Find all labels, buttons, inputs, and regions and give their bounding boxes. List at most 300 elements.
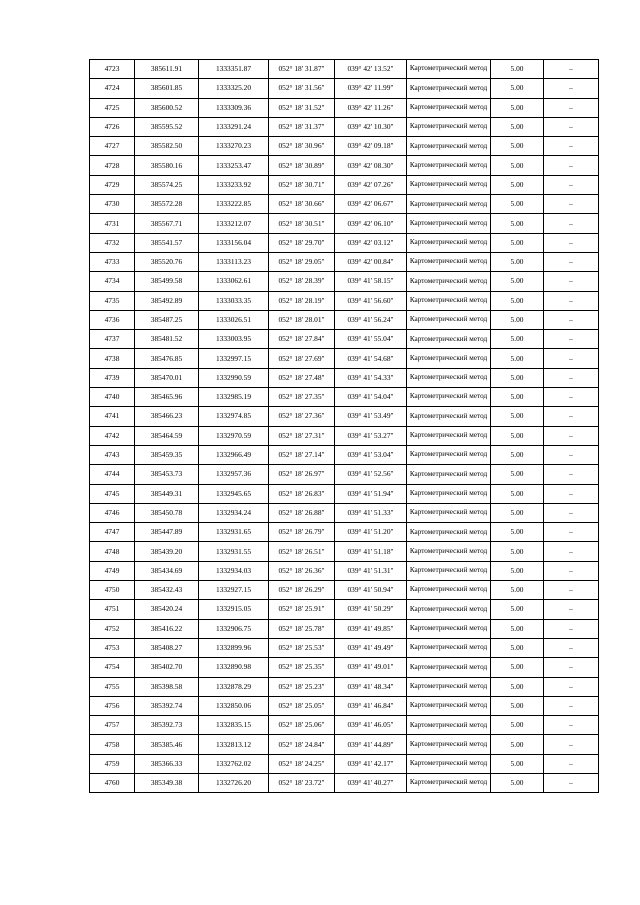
point-number-cell: 4736 — [90, 310, 135, 329]
longitude-cell: 039° 42' 08.30" — [335, 156, 407, 175]
accuracy-cell: 5.00 — [491, 98, 544, 117]
table-row — [90, 175, 599, 194]
note-cell: – — [544, 175, 599, 194]
table-row — [90, 696, 599, 715]
note-cell: – — [544, 60, 599, 79]
latitude-cell: 052° 18' 31.37" — [269, 117, 335, 136]
longitude-cell: 039° 42' 03.12" — [335, 233, 407, 252]
latitude-cell: 052° 18' 26.79" — [269, 523, 335, 542]
longitude-cell: 039° 41' 52.56" — [335, 465, 407, 484]
latitude-cell: 052° 18' 26.97" — [269, 465, 335, 484]
x-coordinate-cell: 385470.01 — [135, 368, 199, 387]
accuracy-cell: 5.00 — [491, 465, 544, 484]
table-row — [90, 600, 599, 619]
point-number-cell: 4739 — [90, 368, 135, 387]
method-cell: Картометрический метод — [407, 252, 491, 271]
y-coordinate-cell: 1332931.65 — [199, 523, 269, 542]
accuracy-cell: 5.00 — [491, 407, 544, 426]
latitude-cell: 052° 18' 27.31" — [269, 426, 335, 445]
y-coordinate-cell: 1332970.59 — [199, 426, 269, 445]
x-coordinate-cell: 385492.89 — [135, 291, 199, 310]
point-number-cell: 4743 — [90, 445, 135, 464]
note-cell: – — [544, 754, 599, 773]
accuracy-cell: 5.00 — [491, 233, 544, 252]
note-cell: – — [544, 445, 599, 464]
method-cell: Картометрический метод — [407, 407, 491, 426]
accuracy-cell: 5.00 — [491, 60, 544, 79]
table-row — [90, 773, 599, 792]
table-row — [90, 716, 599, 735]
x-coordinate-cell: 385499.58 — [135, 272, 199, 291]
y-coordinate-cell: 1333212.07 — [199, 214, 269, 233]
method-cell: Картометрический метод — [407, 773, 491, 792]
table-row — [90, 503, 599, 522]
table-row — [90, 310, 599, 329]
table-row — [90, 735, 599, 754]
longitude-cell: 039° 41' 51.94" — [335, 484, 407, 503]
longitude-cell: 039° 41' 54.33" — [335, 368, 407, 387]
note-cell: – — [544, 542, 599, 561]
latitude-cell: 052° 18' 28.39" — [269, 272, 335, 291]
latitude-cell: 052° 18' 27.14" — [269, 445, 335, 464]
accuracy-cell: 5.00 — [491, 677, 544, 696]
point-number-cell: 4740 — [90, 388, 135, 407]
point-number-cell: 4741 — [90, 407, 135, 426]
point-number-cell: 4750 — [90, 581, 135, 600]
table-row — [90, 426, 599, 445]
x-coordinate-cell: 385487.25 — [135, 310, 199, 329]
x-coordinate-cell: 385392.73 — [135, 716, 199, 735]
table-row — [90, 523, 599, 542]
y-coordinate-cell: 1332945.65 — [199, 484, 269, 503]
note-cell: – — [544, 484, 599, 503]
latitude-cell: 052° 18' 24.25" — [269, 754, 335, 773]
y-coordinate-cell: 1332813.12 — [199, 735, 269, 754]
note-cell: – — [544, 252, 599, 271]
y-coordinate-cell: 1332990.59 — [199, 368, 269, 387]
y-coordinate-cell: 1332906.75 — [199, 619, 269, 638]
longitude-cell: 039° 42' 00.84" — [335, 252, 407, 271]
note-cell: – — [544, 407, 599, 426]
point-number-cell: 4745 — [90, 484, 135, 503]
latitude-cell: 052° 18' 25.06" — [269, 716, 335, 735]
latitude-cell: 052° 18' 27.84" — [269, 330, 335, 349]
method-cell: Картометрический метод — [407, 523, 491, 542]
latitude-cell: 052° 18' 26.51" — [269, 542, 335, 561]
point-number-cell: 4728 — [90, 156, 135, 175]
longitude-cell: 039° 41' 42.17" — [335, 754, 407, 773]
longitude-cell: 039° 41' 40.27" — [335, 773, 407, 792]
y-coordinate-cell: 1333253.47 — [199, 156, 269, 175]
note-cell: – — [544, 117, 599, 136]
accuracy-cell: 5.00 — [491, 349, 544, 368]
x-coordinate-cell: 385420.24 — [135, 600, 199, 619]
point-number-cell: 4727 — [90, 137, 135, 156]
y-coordinate-cell: 1332966.49 — [199, 445, 269, 464]
x-coordinate-cell: 385520.76 — [135, 252, 199, 271]
latitude-cell: 052° 18' 28.19" — [269, 291, 335, 310]
longitude-cell: 039° 41' 46.05" — [335, 716, 407, 735]
point-number-cell: 4732 — [90, 233, 135, 252]
y-coordinate-cell: 1332974.85 — [199, 407, 269, 426]
longitude-cell: 039° 41' 53.04" — [335, 445, 407, 464]
table-row — [90, 677, 599, 696]
latitude-cell: 052° 18' 31.52" — [269, 98, 335, 117]
point-number-cell: 4742 — [90, 426, 135, 445]
method-cell: Картометрический метод — [407, 175, 491, 194]
point-number-cell: 4724 — [90, 79, 135, 98]
table-row — [90, 561, 599, 580]
note-cell: – — [544, 773, 599, 792]
accuracy-cell: 5.00 — [491, 156, 544, 175]
method-cell: Картометрический метод — [407, 445, 491, 464]
latitude-cell: 052° 18' 27.48" — [269, 368, 335, 387]
accuracy-cell: 5.00 — [491, 600, 544, 619]
y-coordinate-cell: 1333113.23 — [199, 252, 269, 271]
y-coordinate-cell: 1333309.36 — [199, 98, 269, 117]
point-number-cell: 4731 — [90, 214, 135, 233]
point-number-cell: 4759 — [90, 754, 135, 773]
x-coordinate-cell: 385416.22 — [135, 619, 199, 638]
latitude-cell: 052° 18' 23.72" — [269, 773, 335, 792]
y-coordinate-cell: 1333233.92 — [199, 175, 269, 194]
longitude-cell: 039° 41' 49.01" — [335, 658, 407, 677]
method-cell: Картометрический метод — [407, 581, 491, 600]
accuracy-cell: 5.00 — [491, 619, 544, 638]
y-coordinate-cell: 1332878.29 — [199, 677, 269, 696]
longitude-cell: 039° 41' 53.27" — [335, 426, 407, 445]
table-row — [90, 195, 599, 214]
note-cell: – — [544, 291, 599, 310]
latitude-cell: 052° 18' 25.23" — [269, 677, 335, 696]
latitude-cell: 052° 18' 29.70" — [269, 233, 335, 252]
x-coordinate-cell: 385611.91 — [135, 60, 199, 79]
accuracy-cell: 5.00 — [491, 484, 544, 503]
method-cell: Картометрический метод — [407, 619, 491, 638]
table-row — [90, 98, 599, 117]
longitude-cell: 039° 41' 58.15" — [335, 272, 407, 291]
latitude-cell: 052° 18' 25.35" — [269, 658, 335, 677]
method-cell: Картометрический метод — [407, 330, 491, 349]
point-number-cell: 4755 — [90, 677, 135, 696]
x-coordinate-cell: 385432.43 — [135, 581, 199, 600]
note-cell: – — [544, 388, 599, 407]
latitude-cell: 052° 18' 30.51" — [269, 214, 335, 233]
x-coordinate-cell: 385385.46 — [135, 735, 199, 754]
method-cell: Картометрический метод — [407, 677, 491, 696]
point-number-cell: 4760 — [90, 773, 135, 792]
table-row — [90, 330, 599, 349]
latitude-cell: 052° 18' 27.69" — [269, 349, 335, 368]
accuracy-cell: 5.00 — [491, 388, 544, 407]
accuracy-cell: 5.00 — [491, 716, 544, 735]
y-coordinate-cell: 1333062.61 — [199, 272, 269, 291]
method-cell: Картометрический метод — [407, 465, 491, 484]
latitude-cell: 052° 18' 27.35" — [269, 388, 335, 407]
x-coordinate-cell: 385450.78 — [135, 503, 199, 522]
accuracy-cell: 5.00 — [491, 272, 544, 291]
y-coordinate-cell: 1332934.24 — [199, 503, 269, 522]
method-cell: Картометрический метод — [407, 214, 491, 233]
point-number-cell: 4738 — [90, 349, 135, 368]
method-cell: Картометрический метод — [407, 561, 491, 580]
table-row — [90, 233, 599, 252]
longitude-cell: 039° 42' 06.10" — [335, 214, 407, 233]
note-cell: – — [544, 272, 599, 291]
note-cell: – — [544, 98, 599, 117]
longitude-cell: 039° 41' 56.60" — [335, 291, 407, 310]
table-row — [90, 407, 599, 426]
accuracy-cell: 5.00 — [491, 754, 544, 773]
x-coordinate-cell: 385402.70 — [135, 658, 199, 677]
latitude-cell: 052° 18' 27.36" — [269, 407, 335, 426]
longitude-cell: 039° 41' 54.04" — [335, 388, 407, 407]
y-coordinate-cell: 1332927.15 — [199, 581, 269, 600]
table-row — [90, 619, 599, 638]
note-cell: – — [544, 581, 599, 600]
point-number-cell: 4735 — [90, 291, 135, 310]
y-coordinate-cell: 1333003.95 — [199, 330, 269, 349]
method-cell: Картометрический метод — [407, 291, 491, 310]
accuracy-cell: 5.00 — [491, 523, 544, 542]
longitude-cell: 039° 41' 49.85" — [335, 619, 407, 638]
y-coordinate-cell: 1332850.06 — [199, 696, 269, 715]
note-cell: – — [544, 735, 599, 754]
point-number-cell: 4756 — [90, 696, 135, 715]
y-coordinate-cell: 1332915.05 — [199, 600, 269, 619]
x-coordinate-cell: 385459.35 — [135, 445, 199, 464]
method-cell: Картометрический метод — [407, 310, 491, 329]
method-cell: Картометрический метод — [407, 79, 491, 98]
x-coordinate-cell: 385574.25 — [135, 175, 199, 194]
y-coordinate-cell: 1332985.19 — [199, 388, 269, 407]
x-coordinate-cell: 385595.52 — [135, 117, 199, 136]
table-row — [90, 484, 599, 503]
point-number-cell: 4749 — [90, 561, 135, 580]
longitude-cell: 039° 41' 48.34" — [335, 677, 407, 696]
accuracy-cell: 5.00 — [491, 79, 544, 98]
accuracy-cell: 5.00 — [491, 330, 544, 349]
method-cell: Картометрический метод — [407, 600, 491, 619]
method-cell: Картометрический метод — [407, 156, 491, 175]
longitude-cell: 039° 42' 06.67" — [335, 195, 407, 214]
note-cell: – — [544, 137, 599, 156]
method-cell: Картометрический метод — [407, 658, 491, 677]
accuracy-cell: 5.00 — [491, 214, 544, 233]
latitude-cell: 052° 18' 30.89" — [269, 156, 335, 175]
longitude-cell: 039° 42' 09.18" — [335, 137, 407, 156]
x-coordinate-cell: 385449.31 — [135, 484, 199, 503]
x-coordinate-cell: 385580.16 — [135, 156, 199, 175]
latitude-cell: 052° 18' 25.05" — [269, 696, 335, 715]
longitude-cell: 039° 41' 51.31" — [335, 561, 407, 580]
method-cell: Картометрический метод — [407, 233, 491, 252]
latitude-cell: 052° 18' 26.83" — [269, 484, 335, 503]
table-row — [90, 581, 599, 600]
method-cell: Картометрический метод — [407, 638, 491, 657]
coordinates-table-body — [90, 60, 599, 793]
x-coordinate-cell: 385600.52 — [135, 98, 199, 117]
accuracy-cell: 5.00 — [491, 445, 544, 464]
latitude-cell: 052° 18' 26.29" — [269, 581, 335, 600]
longitude-cell: 039° 41' 51.33" — [335, 503, 407, 522]
longitude-cell: 039° 41' 49.49" — [335, 638, 407, 657]
method-cell: Картометрический метод — [407, 426, 491, 445]
longitude-cell: 039° 41' 51.18" — [335, 542, 407, 561]
accuracy-cell: 5.00 — [491, 310, 544, 329]
x-coordinate-cell: 385447.89 — [135, 523, 199, 542]
table-row — [90, 542, 599, 561]
note-cell: – — [544, 619, 599, 638]
longitude-cell: 039° 41' 50.29" — [335, 600, 407, 619]
y-coordinate-cell: 1332835.15 — [199, 716, 269, 735]
table-row — [90, 445, 599, 464]
method-cell: Картометрический метод — [407, 98, 491, 117]
latitude-cell: 052° 18' 25.53" — [269, 638, 335, 657]
y-coordinate-cell: 1333026.51 — [199, 310, 269, 329]
note-cell: – — [544, 503, 599, 522]
x-coordinate-cell: 385408.27 — [135, 638, 199, 657]
note-cell: – — [544, 310, 599, 329]
longitude-cell: 039° 41' 50.94" — [335, 581, 407, 600]
longitude-cell: 039° 42' 13.52" — [335, 60, 407, 79]
accuracy-cell: 5.00 — [491, 117, 544, 136]
y-coordinate-cell: 1332931.55 — [199, 542, 269, 561]
latitude-cell: 052° 18' 31.56" — [269, 79, 335, 98]
table-row — [90, 368, 599, 387]
point-number-cell: 4758 — [90, 735, 135, 754]
latitude-cell: 052° 18' 29.05" — [269, 252, 335, 271]
note-cell: – — [544, 426, 599, 445]
x-coordinate-cell: 385601.85 — [135, 79, 199, 98]
y-coordinate-cell: 1333351.87 — [199, 60, 269, 79]
longitude-cell: 039° 42' 11.26" — [335, 98, 407, 117]
x-coordinate-cell: 385466.23 — [135, 407, 199, 426]
point-number-cell: 4757 — [90, 716, 135, 735]
point-number-cell: 4744 — [90, 465, 135, 484]
longitude-cell: 039° 41' 51.20" — [335, 523, 407, 542]
method-cell: Картометрический метод — [407, 272, 491, 291]
table-row — [90, 388, 599, 407]
method-cell: Картометрический метод — [407, 735, 491, 754]
x-coordinate-cell: 385366.33 — [135, 754, 199, 773]
longitude-cell: 039° 41' 53.49" — [335, 407, 407, 426]
method-cell: Картометрический метод — [407, 503, 491, 522]
latitude-cell: 052° 18' 25.78" — [269, 619, 335, 638]
table-row — [90, 252, 599, 271]
point-number-cell: 4725 — [90, 98, 135, 117]
method-cell: Картометрический метод — [407, 195, 491, 214]
longitude-cell: 039° 42' 07.26" — [335, 175, 407, 194]
note-cell: – — [544, 214, 599, 233]
table-row — [90, 638, 599, 657]
longitude-cell: 039° 42' 10.30" — [335, 117, 407, 136]
accuracy-cell: 5.00 — [491, 658, 544, 677]
table-row — [90, 291, 599, 310]
longitude-cell: 039° 41' 46.84" — [335, 696, 407, 715]
point-number-cell: 4753 — [90, 638, 135, 657]
point-number-cell: 4751 — [90, 600, 135, 619]
method-cell: Картометрический метод — [407, 368, 491, 387]
point-number-cell: 4730 — [90, 195, 135, 214]
table-row — [90, 60, 599, 79]
note-cell: – — [544, 349, 599, 368]
y-coordinate-cell: 1332726.20 — [199, 773, 269, 792]
table-row — [90, 272, 599, 291]
x-coordinate-cell: 385481.52 — [135, 330, 199, 349]
accuracy-cell: 5.00 — [491, 426, 544, 445]
point-number-cell: 4729 — [90, 175, 135, 194]
point-number-cell: 4726 — [90, 117, 135, 136]
document-page — [89, 59, 599, 793]
accuracy-cell: 5.00 — [491, 696, 544, 715]
table-row — [90, 465, 599, 484]
table-row — [90, 658, 599, 677]
x-coordinate-cell: 385392.74 — [135, 696, 199, 715]
latitude-cell: 052° 18' 30.96" — [269, 137, 335, 156]
accuracy-cell: 5.00 — [491, 735, 544, 754]
x-coordinate-cell: 385476.85 — [135, 349, 199, 368]
point-number-cell: 4752 — [90, 619, 135, 638]
longitude-cell: 039° 41' 55.04" — [335, 330, 407, 349]
y-coordinate-cell: 1333325.20 — [199, 79, 269, 98]
point-number-cell: 4748 — [90, 542, 135, 561]
latitude-cell: 052° 18' 31.87" — [269, 60, 335, 79]
point-number-cell: 4733 — [90, 252, 135, 271]
note-cell: – — [544, 561, 599, 580]
method-cell: Картометрический метод — [407, 117, 491, 136]
y-coordinate-cell: 1333156.04 — [199, 233, 269, 252]
note-cell: – — [544, 716, 599, 735]
note-cell: – — [544, 233, 599, 252]
latitude-cell: 052° 18' 26.88" — [269, 503, 335, 522]
latitude-cell: 052° 18' 24.84" — [269, 735, 335, 754]
y-coordinate-cell: 1332890.98 — [199, 658, 269, 677]
note-cell: – — [544, 156, 599, 175]
note-cell: – — [544, 523, 599, 542]
latitude-cell: 052° 18' 26.36" — [269, 561, 335, 580]
note-cell: – — [544, 638, 599, 657]
y-coordinate-cell: 1333291.24 — [199, 117, 269, 136]
note-cell: – — [544, 677, 599, 696]
note-cell: – — [544, 658, 599, 677]
latitude-cell: 052° 18' 30.71" — [269, 175, 335, 194]
point-number-cell: 4746 — [90, 503, 135, 522]
x-coordinate-cell: 385464.59 — [135, 426, 199, 445]
table-row — [90, 137, 599, 156]
accuracy-cell: 5.00 — [491, 291, 544, 310]
latitude-cell: 052° 18' 28.01" — [269, 310, 335, 329]
accuracy-cell: 5.00 — [491, 503, 544, 522]
table-row — [90, 214, 599, 233]
accuracy-cell: 5.00 — [491, 581, 544, 600]
latitude-cell: 052° 18' 30.66" — [269, 195, 335, 214]
x-coordinate-cell: 385349.38 — [135, 773, 199, 792]
longitude-cell: 039° 41' 54.68" — [335, 349, 407, 368]
table-row — [90, 156, 599, 175]
note-cell: – — [544, 600, 599, 619]
method-cell: Картометрический метод — [407, 137, 491, 156]
note-cell: – — [544, 330, 599, 349]
method-cell: Картометрический метод — [407, 388, 491, 407]
latitude-cell: 052° 18' 25.91" — [269, 600, 335, 619]
y-coordinate-cell: 1332997.15 — [199, 349, 269, 368]
method-cell: Картометрический метод — [407, 542, 491, 561]
accuracy-cell: 5.00 — [491, 175, 544, 194]
point-number-cell: 4723 — [90, 60, 135, 79]
y-coordinate-cell: 1332762.02 — [199, 754, 269, 773]
accuracy-cell: 5.00 — [491, 368, 544, 387]
